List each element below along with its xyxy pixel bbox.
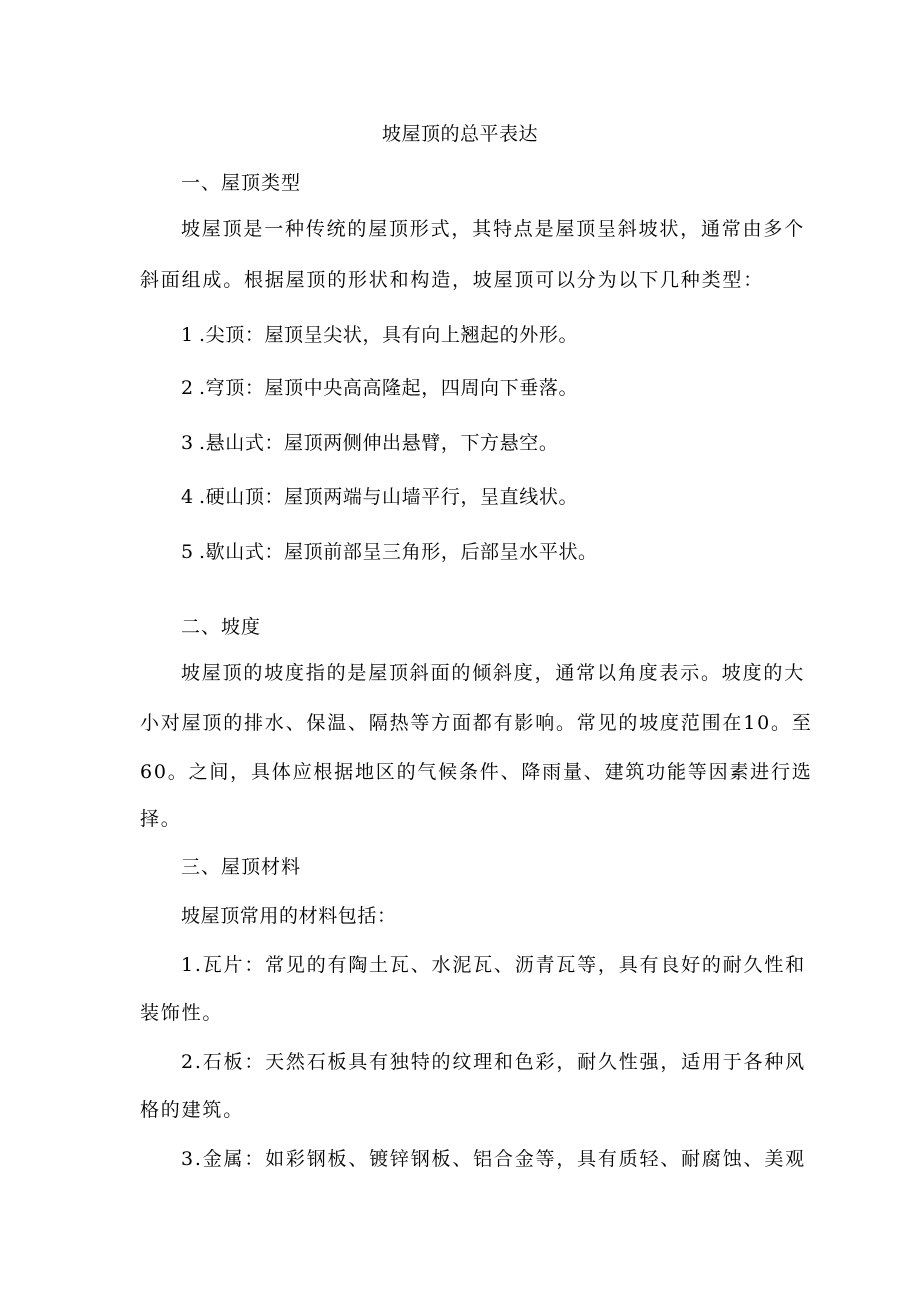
list-item-number: 2	[181, 1051, 195, 1073]
list-item: 3.金属：如彩钢板、镀锌钢板、铝合金等，具有质轻、耐腐蚀、美观	[181, 1148, 806, 1170]
list-item-number: 5	[181, 541, 194, 563]
paragraph-line: 坡屋顶常用的材料包括：	[181, 905, 397, 927]
paragraph-line: 60。之间，具体应根据地区的气候条件、降雨量、建筑功能等因素进行选	[140, 761, 813, 783]
list-item-text: .瓦片：常见的有陶土瓦、水泥瓦、沥青瓦等，具有良好的耐久性和	[194, 954, 806, 976]
list-item	[181, 320, 578, 350]
paragraph-line: 斜面组成。根据屋顶的形状和构造，坡屋顶可以分为以下几种类型：	[140, 269, 765, 291]
paragraph-line: 坡屋顶是一种传统的屋顶形式，其特点是屋顶呈斜坡状，通常由多个	[181, 218, 806, 240]
list-item-number: 4	[181, 486, 194, 508]
paragraph-line: 择。	[140, 808, 182, 830]
list-item	[181, 1047, 806, 1077]
list-item-text: .歇山式：屋顶前部呈三角形，后部呈水平状。	[199, 541, 598, 563]
list-item	[181, 428, 558, 458]
section-heading-roof-types: 一、屋顶类型	[181, 172, 302, 194]
paragraph-line: 格的建筑。	[140, 1099, 245, 1121]
section-heading-slope: 二、坡度	[181, 616, 262, 638]
list-item	[181, 537, 598, 567]
list-item-number: 3	[181, 432, 194, 454]
paragraph-line: 坡屋顶的坡度指的是屋顶斜面的倾斜度，通常以角度表示。坡度的大	[181, 662, 806, 684]
list-item-number: 1	[181, 954, 195, 976]
list-item-number: 2	[181, 377, 194, 399]
list-item-text: .尖顶：屋顶呈尖状，具有向上翘起的外形。	[199, 324, 579, 346]
document-title: 坡屋顶的总平表达	[381, 123, 538, 145]
list-item-text: .石板：天然石板具有独特的纹理和色彩，耐久性强，适用于各种风	[194, 1051, 806, 1073]
list-item-text: .悬山式：屋顶两侧伸出悬臂，下方悬空。	[199, 432, 559, 454]
list-item	[181, 950, 806, 980]
paragraph-line: 装饰性。	[140, 1002, 224, 1024]
list-item	[181, 373, 578, 403]
section-heading-roof-materials: 三、屋顶材料	[181, 856, 302, 878]
list-item-text: .穹顶：屋顶中央高高隆起，四周向下垂落。	[199, 377, 579, 399]
list-item-number: 1	[181, 324, 194, 346]
paragraph-line: 小对屋顶的排水、保温、隔热等方面都有影响。常见的坡度范围在10。至	[140, 712, 813, 734]
list-item-text: .硬山顶：屋顶两端与山墙平行，呈直线状。	[199, 486, 579, 508]
list-item	[181, 482, 578, 512]
